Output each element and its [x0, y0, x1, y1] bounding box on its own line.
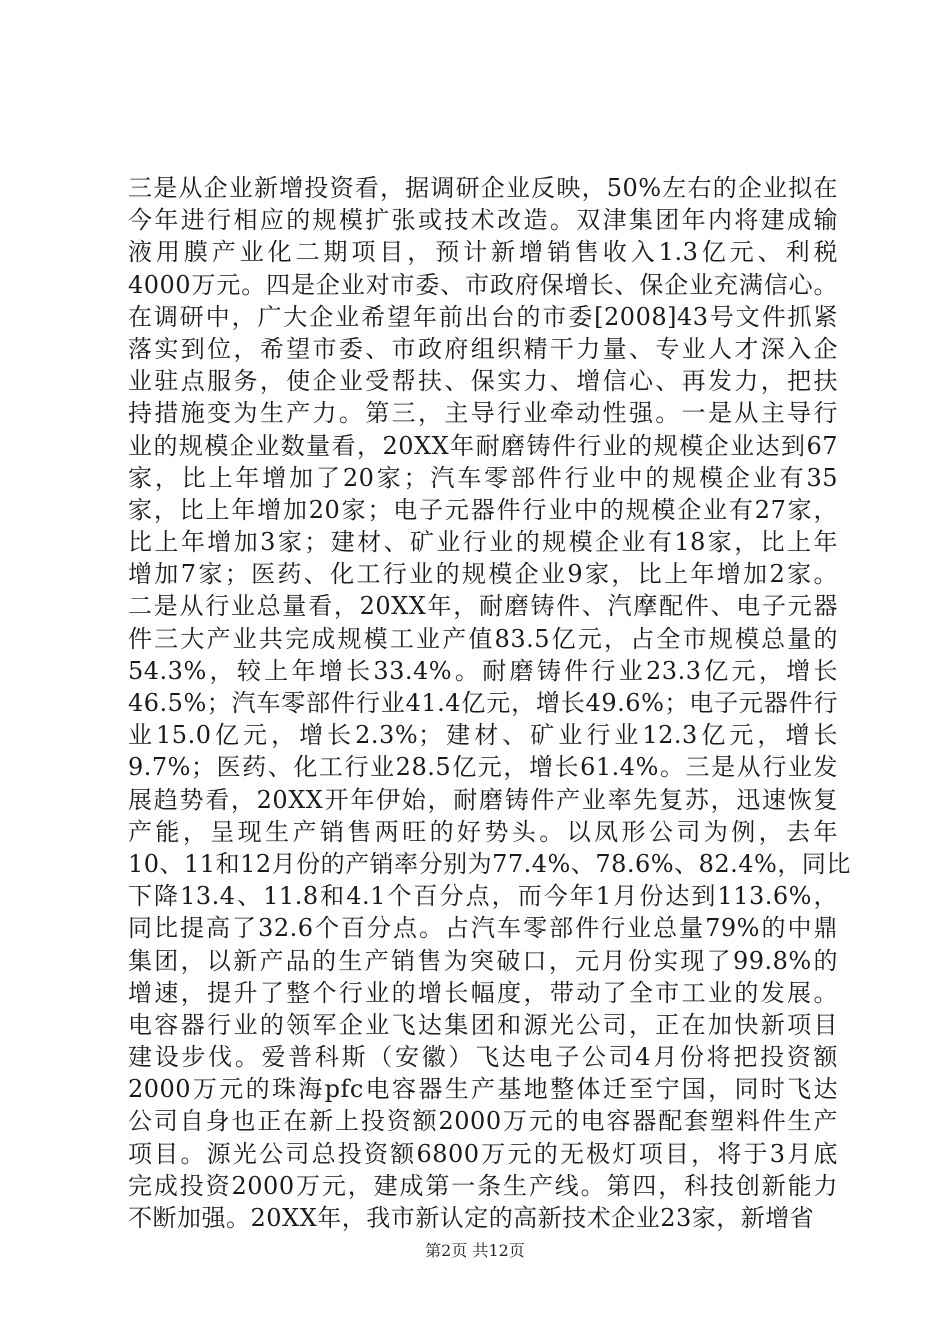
text-line: 4000万元。四是企业对市委、市政府保增长、保企业充满信心。 — [128, 270, 838, 299]
text-line: 增速，提升了整个行业的增长幅度，带动了全市工业的发展。 — [128, 978, 838, 1007]
text-line: 同比提高了32.6个百分点。占汽车零部件行业总量79%的中鼎 — [128, 914, 838, 943]
text-line: 二是从行业总量看，20XX年，耐磨铸件、汽摩配件、电子元器 — [128, 592, 838, 621]
text-line: 项目。源光公司总投资额6800万元的无极灯项目，将于3月底 — [128, 1139, 838, 1168]
text-line: 比上年增加3家；建材、矿业行业的规模企业有18家，比上年 — [128, 528, 838, 557]
text-line: 46.5%；汽车零部件行业41.4亿元，增长49.6%；电子元器件行 — [128, 689, 838, 717]
text-line: 今年进行相应的规模扩张或技术改造。双津集团年内将建成输 — [128, 206, 838, 235]
text-line: 业的规模企业数量看，20XX年耐磨铸件行业的规模企业达到67 — [128, 431, 838, 460]
text-line: 54.3%，较上年增长33.4%。耐磨铸件行业23.3亿元，增长 — [128, 656, 838, 685]
text-line: 电容器行业的领军企业飞达集团和源光公司，正在加快新项目 — [128, 1010, 838, 1039]
text-line: 10、11和12月份的产销率分别为77.4%、78.6%、82.4%，同比 — [128, 849, 851, 878]
text-line: 9.7%；医药、化工行业28.5亿元，增长61.4%。三是从行业发 — [128, 753, 838, 782]
page-number: 第2页 共12页 — [425, 1241, 525, 1260]
document-body — [128, 172, 851, 1234]
text-line: 在调研中，广大企业希望年前出台的市委[2008]43号文件抓紧 — [128, 302, 838, 331]
text-line: 业驻点服务，使企业受帮扶、保实力、增信心、再发力，把扶 — [128, 367, 838, 396]
text-line: 下降13.4、11.8和4.1个百分点，而今年1月份达到113.6%， — [128, 882, 838, 911]
text-line: 件三大产业共完成规模工业产值83.5亿元，占全市规模总量的 — [128, 624, 838, 653]
text-line: 不断加强。20XX年，我市新认定的高新技术企业23家，新增省 — [128, 1204, 815, 1232]
text-line: 液用膜产业化二期项目，预计新增销售收入1.3亿元、利税 — [128, 238, 838, 267]
text-line: 持措施变为生产力。第三，主导行业牵动性强。一是从主导行 — [128, 399, 838, 428]
text-line: 三是从企业新增投资看，据调研企业反映，50%左右的企业拟在 — [128, 174, 838, 202]
text-line: 2000万元的珠海pfc电容器生产基地整体迁至宁国，同时飞达 — [128, 1075, 838, 1104]
text-line: 增加7家；医药、化工行业的规模企业9家，比上年增加2家。 — [128, 560, 838, 589]
text-line: 建设步伐。爱普科斯（安徽）飞达电子公司4月份将把投资额 — [128, 1043, 838, 1072]
text-line: 业15.0亿元，增长2.3%；建材、矿业行业12.3亿元，增长 — [128, 721, 838, 750]
text-line: 完成投资2000万元，建成第一条生产线。第四，科技创新能力 — [128, 1171, 838, 1200]
text-line: 集团，以新产品的生产销售为突破口，元月份实现了99.8%的 — [128, 946, 838, 975]
text-line: 产能，呈现生产销售两旺的好势头。以凤形公司为例，去年 — [128, 817, 838, 846]
text-line: 家，比上年增加了20家；汽车零部件行业中的规模企业有35 — [128, 463, 838, 492]
text-line: 落实到位，希望市委、市政府组织精干力量、专业人才深入企 — [128, 334, 838, 363]
text-line: 展趋势看，20XX开年伊始，耐磨铸件产业率先复苏，迅速恢复 — [128, 785, 838, 814]
text-line: 家，比上年增加20家；电子元器件行业中的规模企业有27家， — [128, 495, 838, 524]
text-line: 公司自身也正在新上投资额2000万元的电容器配套塑料件生产 — [128, 1107, 838, 1136]
